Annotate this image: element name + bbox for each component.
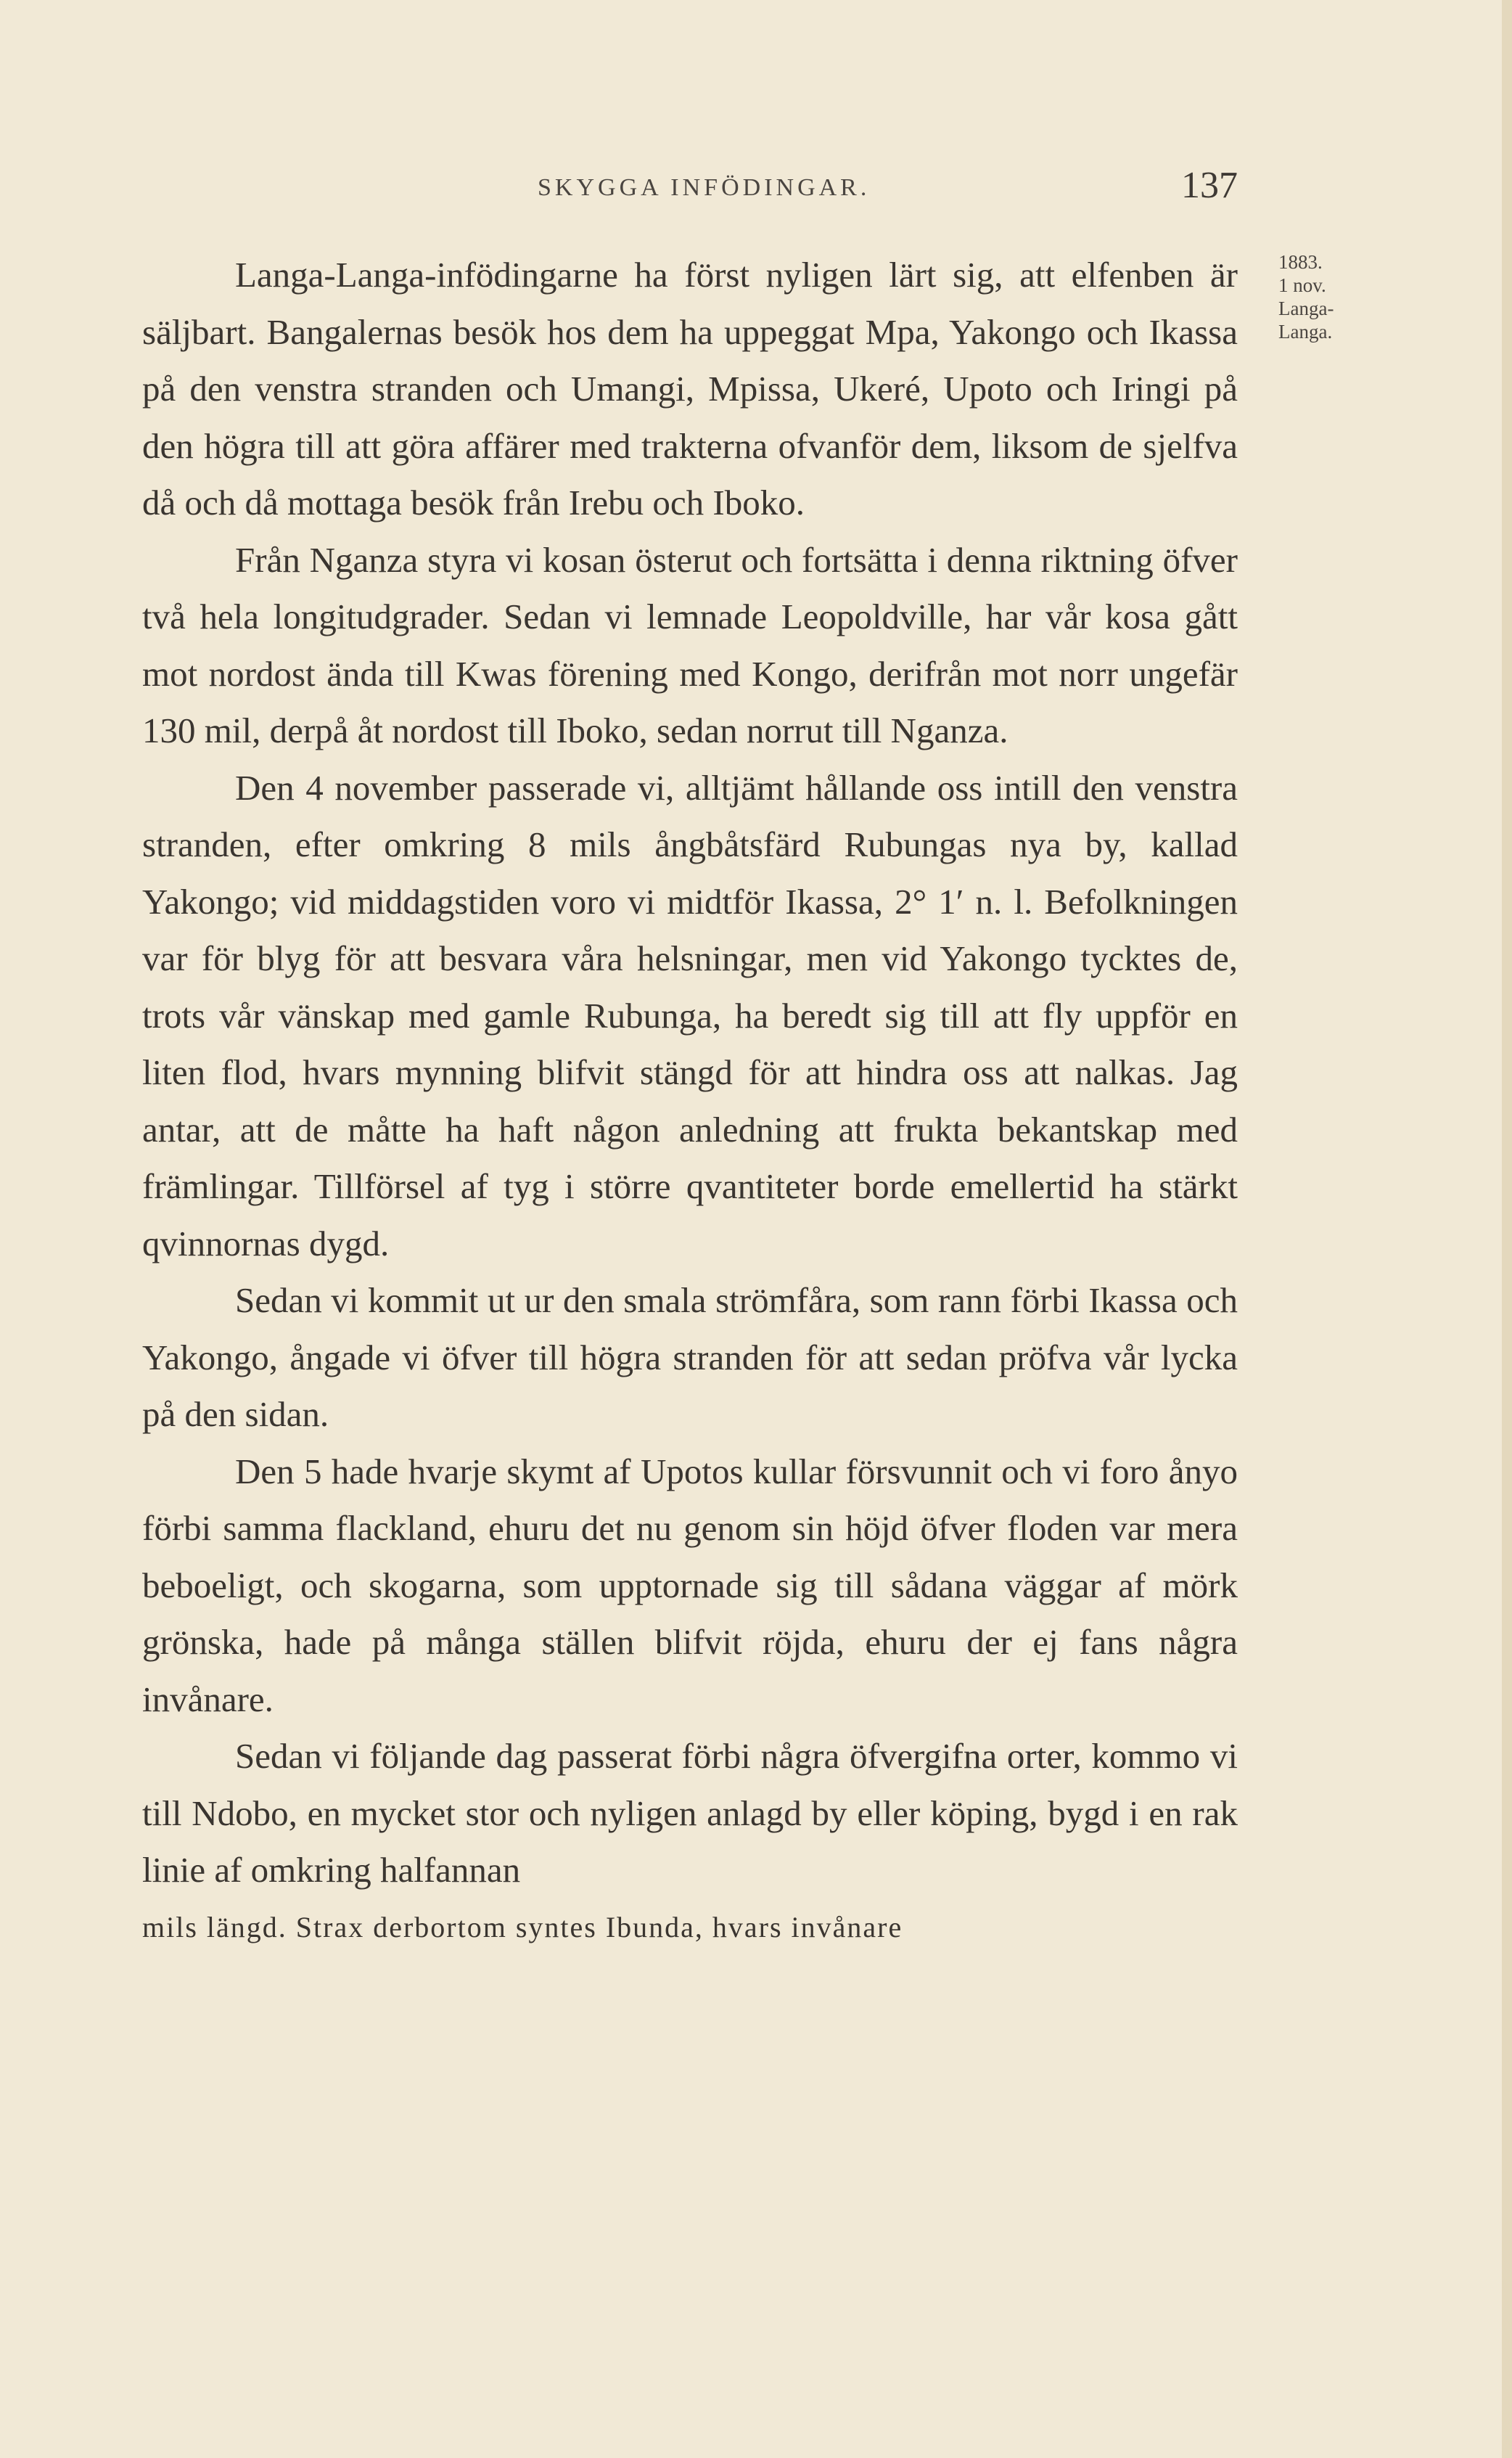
margin-note-year: 1883. [1278, 251, 1323, 273]
margin-note-date: 1 nov. [1278, 274, 1326, 296]
paragraph: Den 4 november passerade vi, alltjämt hållande oss intill den venstra stranden, efter omkring 8 mils ångbåtsfärd Rubungas nya by, kallad Yakongo; vid middagstiden voro vi midtför Ikassa, 2° 1′ n. l. Befolkningen var för blyg för att besvara våra helsningar, men vid Yakongo tycktes de, trots vår vänskap med gamle Rubunga, ha beredt sig till att fly uppför en liten flod, hvars mynning blifvit stängd för att hindra oss att nalkas. Jag antar, att de måtte ha haft någon anledning att frukta bekantskap med främlingar. Tillförsel af tyg i större qvantiteter borde emellertid ha stärkt qvinnornas dygd. [142, 767, 1238, 1263]
margin-note-place-2: Langa. [1278, 321, 1333, 343]
page-number: 137 [1181, 165, 1238, 206]
paragraph: Sedan vi följande dag passerat förbi några öfvergifna orter, kommo vi till Ndobo, en mycket stor och nyligen anlagd by eller köping, bygd i en rak linie af omkring halfannan [142, 1736, 1238, 1890]
margin-note-place-1: Langa- [1278, 298, 1334, 319]
running-title: SKYGGA INFÖDINGAR. [538, 174, 871, 201]
page-header [142, 165, 1238, 212]
paragraph: Från Nganza styra vi kosan österut och fortsätta i denna riktning öfver två hela longitudgrader. Sedan vi lemnade Leopoldville, har vår kosa gått mot nordost ända till Kwas förening med Kongo, derifrån mot norr ungefär 130 mil, derpå åt nordost till Iboko, sedan norrut till Nganza. [142, 539, 1238, 750]
last-line: mils längd. Strax derbortom syntes Ibunda, hvars invånare [142, 1910, 903, 1943]
paragraph: Langa-Langa-infödingarne ha först nyligen lärt sig, att elfenben är säljbart. Bangalernas besök hos dem ha uppeggat Mpa, Yakongo och Ikassa på den venstra stranden och Umangi, Mpissa, Ukeré, Upoto och Iringi på den högra till att göra affärer med trakterna ofvanför dem, liksom de sjelfva då och då mottaga besök från Irebu och Iboko. [142, 255, 1238, 523]
page-edge [1502, 0, 1512, 2458]
paragraph: Sedan vi kommit ut ur den smala strömfåra, som rann förbi Ikassa och Yakongo, ångade vi öfver till högra stranden för att sedan pröfva vår lycka på den sidan. [142, 1280, 1238, 1434]
margin-note [1278, 250, 1387, 343]
body-text [142, 247, 1238, 1956]
paragraph: Den 5 hade hvarje skymt af Upotos kullar försvunnit och vi foro ånyo förbi samma flackland, ehuru det nu genom sin höjd öfver floden var mera beboeligt, och skogarna, som upptornade sig till sådana väggar af mörk grönska, hade på många ställen blifvit röjda, ehuru der ej fans några invånare. [142, 1451, 1238, 1719]
